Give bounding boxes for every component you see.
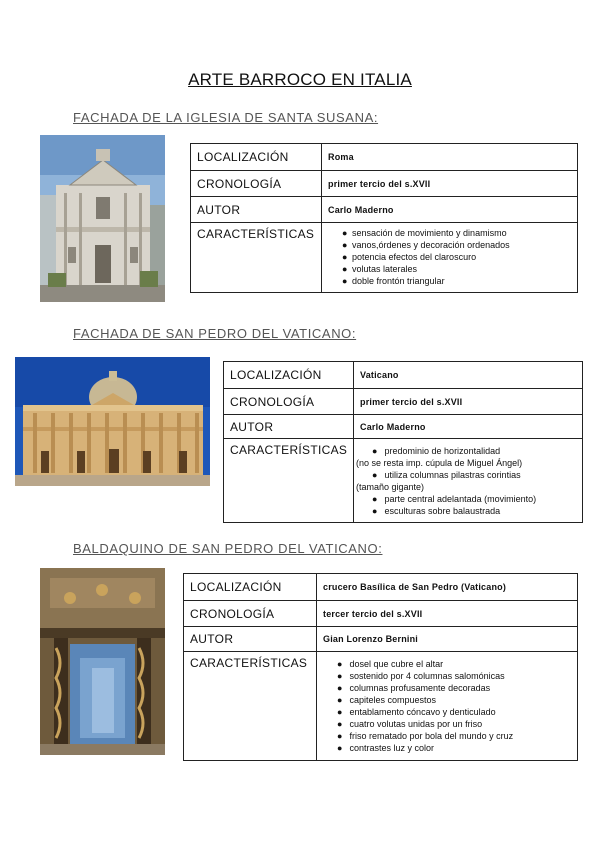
label-cronologia: CRONOLOGÍA [184,601,317,627]
section-heading-santa-susana: FACHADA DE LA IGLESIA DE SANTA SUSANA: [73,110,379,125]
value-caracteristicas [317,652,578,761]
label-caracteristicas: CARACTERÍSTICAS [191,223,322,293]
label-autor: AUTOR [191,197,322,223]
list-item: (tamaño gigante) [356,482,425,492]
list-item: (no se resta imp. cúpula de Miguel Ángel) [356,458,523,468]
list-item: ● doble frontón triangular [342,276,445,286]
value-autor: Gian Lorenzo Bernini [317,627,578,652]
label-caracteristicas: CARACTERÍSTICAS [184,652,317,761]
section-heading-baldaquino: BALDAQUINO DE SAN PEDRO DEL VATICANO: [73,541,383,556]
list-item: ● cuatro volutas unidas por un friso [337,719,483,729]
label-localizacion: LOCALIZACIÓN [224,362,354,389]
list-item: ● volutas laterales [342,264,418,274]
list-item: ● esculturas sobre balaustrada [372,506,501,516]
value-localizacion: Roma [322,144,578,171]
label-cronologia: CRONOLOGÍA [191,171,322,197]
value-localizacion: crucero Basílica de San Pedro (Vaticano) [317,574,578,601]
page-title: ARTE BARROCO EN ITALIA [188,70,412,89]
label-localizacion: LOCALIZACIÓN [184,574,317,601]
section-heading-san-pedro: FACHADA DE SAN PEDRO DEL VATICANO: [73,326,357,341]
value-autor: Carlo Maderno [354,415,583,439]
santa-susana-table [190,143,578,293]
list-item: ● utiliza columnas pilastras corintias [372,470,521,480]
list-item: ● capiteles compuestos [337,695,437,705]
list-item: ● predominio de horizontalidad [372,446,501,456]
label-cronologia: CRONOLOGÍA [224,389,354,415]
list-item: ● contrastes luz y color [337,743,435,753]
list-item: ● potencia efectos del claroscuro [342,252,477,262]
list-item: ● friso rematado por bola del mundo y cruz [337,731,514,741]
list-item: ● sostenido por 4 columnas salomónicas [337,671,505,681]
list-item: ● columnas profusamente decoradas [337,683,491,693]
list-item: ● sensación de movimiento y dinamismo [342,228,507,238]
value-autor: Carlo Maderno [322,197,578,223]
value-cronologia: tercer tercio del s.XVII [317,601,578,627]
list-item: ● vanos,órdenes y decoración ordenados [342,240,510,250]
value-cronologia: primer tercio del s.XVII [354,389,583,415]
label-autor: AUTOR [184,627,317,652]
list-item: ● dosel que cubre el altar [337,659,444,669]
baldaquino-photo [40,568,165,755]
label-localizacion: LOCALIZACIÓN [191,144,322,171]
value-cronologia: primer tercio del s.XVII [322,171,578,197]
san-pedro-table [223,361,583,523]
baldaquino-table [183,573,578,761]
santa-susana-photo [40,135,165,302]
value-localizacion: Vaticano [354,362,583,389]
value-caracteristicas [354,439,583,523]
label-caracteristicas: CARACTERÍSTICAS [224,439,354,523]
san-pedro-photo [15,357,210,486]
label-autor: AUTOR [224,415,354,439]
list-item: ● parte central adelantada (movimiento) [372,494,537,504]
list-item: ● entablamento cóncavo y denticulado [337,707,496,717]
value-caracteristicas [322,223,578,293]
